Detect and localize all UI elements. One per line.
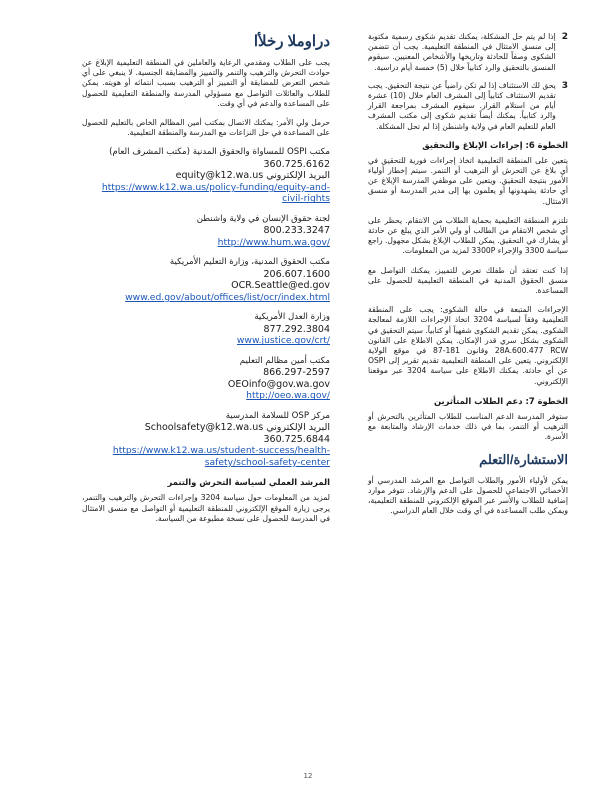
numbered-item-2 <box>368 32 568 73</box>
item-number: 3 <box>561 80 568 91</box>
counsel-heading: الاستشارة/التعلم <box>479 451 568 467</box>
section-6-paragraph-1: يتعين على المنطقة التعليمية اتخاذ إجراءات فورية للتحقيق في أي بلاغ عن التحرش أو الترهيب أو التنمر. سيتم إخطار أولياء الأمور بنتيجة التحقيق. ويتعين على موظفي المدرسة الإبلاغ عن أي حادثة يشهدونها أو يعلمون بها إلى مدير المدرسة أو منسق الامتثال. <box>368 155 568 206</box>
guide-paragraph: لمزيد من المعلومات حول سياسة 3204 وإجراءات التحرش والترهيب والتنمر، يرجى زيارة الموقع الإلكتروني للمنطقة التعليمية أو التواصل مع منسق الامتثال في المدرسة للحصول على نسخة مطبوعة من السياسة. <box>82 493 330 523</box>
contact-phone: 800.233.3247 <box>263 225 330 237</box>
contact-block-justice <box>82 312 330 347</box>
section-7-paragraph: ستوفر المدرسة الدعم المناسب للطلاب المتأثرين بالتحرش أو الترهيب أو التنمر، بما في ذلك خدمات الإرشاد والمتابعة مع الأسرة. <box>368 411 568 442</box>
contact-link[interactable]: www.ed.gov/about/offices/list/ocr/index.html <box>125 291 330 303</box>
contact-phone: 877.292.3804 <box>263 323 330 335</box>
section-7-title: الخطوة 7: دعم الطلاب المتأثرين <box>433 395 568 406</box>
contact-email[interactable]: OCR.Seattle@ed.gov <box>231 280 330 292</box>
contact-link[interactable]: https://www.k12.wa.us/policy-funding/equity-and-civil-rights <box>101 181 330 205</box>
section-6-paragraph-2: تلتزم المنطقة التعليمية بحماية الطلاب من الانتقام. يحظر على أي شخص الانتقام من الطالب أو ولي الأمر الذي يبلغ عن حادثة أو يشارك في التحقيق. يمكن للطلاب الإبلاغ بشكل مجهول. راجع سياسة 3300 والإجراء 3300P لمزيد من المعلومات. <box>368 215 568 256</box>
guide-subheading: المرشد العملي لسياسة التحرش والتنمر <box>167 477 330 488</box>
intro-paragraph-2: حرمل ولي الأمر: يمكنك الاتصال بمكتب أمين المظالم الخاص بالتعليم للحصول على المساعدة في حل النزاعات مع المدرسة والمنطقة التعليمية. <box>82 118 330 138</box>
contact-phone: 360.725.6162 <box>263 158 330 170</box>
left-column <box>82 32 330 533</box>
contact-phone: 206.607.1600 <box>263 268 330 280</box>
contact-email[interactable]: OEOinfo@gov.wa.gov <box>227 378 330 390</box>
contact-block-school-safety <box>82 411 330 469</box>
contact-phone: 360.725.6844 <box>263 433 330 445</box>
contact-email[interactable]: Schoolsafety@k12.wa.us البريد الإلكتروني <box>144 422 330 434</box>
section-6-paragraph-4: الإجراءات المتبعة في حالة الشكوى: يجب على المنطقة التعليمية وفقاً لسياسة 3204 اتخاذ الإجراءات اللازمة لمعالجة الشكوى. يمكن تقديم الشكوى شفهياً أو كتابياً. سيتم التحقيق في الشكوى بشكل سري قدر الإمكان. يمكن الاطلاع على القانون 28A.600.477 RCW وقانون 181-87 في موقع الولاية الإلكتروني. يتعين على المنطقة التعليمية تقديم تقرير إلى OSPI عن أي حادثة. يمكنك الاطلاع على سياسة 3204 عبر موقعنا الإلكتروني. <box>368 305 568 386</box>
contact-block-oeo <box>82 356 330 402</box>
counsel-paragraph: يمكن لأولياء الأمور والطلاب التواصل مع المرشد المدرسي أو الأخصائي الاجتماعي للحصول على الدعم والإرشاد. تتوفر موارد إضافية للطلاب والأسر عبر الموقع الإلكتروني للمنطقة التعليمية، ويمكن طلب المساعدة في أي وقت خلال العام الدراسي. <box>368 475 568 516</box>
contact-label: مركز OSP للسلامة المدرسية <box>225 410 330 421</box>
contact-label: مكتب OSPI للمساواة والحقوق المدنية (مكتب المشرف العام) <box>109 147 330 158</box>
page-number: 12 <box>303 772 313 780</box>
contact-label: وزارة العدل الأمريكية <box>254 312 330 323</box>
intro-paragraph: يجب على الطلاب ومقدمي الرعاية والعاملين في المنطقة التعليمية الإبلاغ عن حوادث التحرش والترهيب والتنمر والتمييز والمضايقة الجنسية. لا ينبغي على أي شخص التعرض للمضايقة أو التمييز أو الترهيب بسبب انتمائه أو هويته. يمكن للطلاب والعائلات التواصل مع مسؤولي المدرسة والمنطقة التعليمية للحصول على المساعدة والدعم في أي وقت. <box>82 58 330 108</box>
contact-email[interactable]: equity@k12.wa.us البريد الإلكتروني <box>175 170 330 182</box>
contact-link[interactable]: www.justice.gov/crt/ <box>236 335 330 347</box>
contact-phone: 866.297-2597 <box>263 367 330 379</box>
contact-block-human-rights <box>82 214 330 249</box>
contact-label: لجنة حقوق الإنسان في ولاية واشنطن <box>196 213 330 224</box>
right-column <box>368 32 568 525</box>
item-number: 2 <box>561 32 568 42</box>
contact-link[interactable]: http://oeo.wa.gov/ <box>246 390 330 402</box>
numbered-item-3 <box>368 81 568 132</box>
left-column-heading: دراوملا رخلأا <box>253 33 330 50</box>
contact-block-ocr <box>82 257 330 303</box>
contact-block-ospi <box>82 147 330 205</box>
contact-link[interactable]: http://www.hum.wa.gov/ <box>217 236 330 248</box>
contact-link[interactable]: https://www.k12.wa.us/student-success/health-safety/school-safety-center <box>112 445 330 468</box>
contact-label: مكتب أمين مظالم التعليم <box>239 355 330 366</box>
item-text: إذا لم يتم حل المشكلة، يمكنك تقديم شكوى رسمية مكتوبة إلى منسق الامتثال في المنطقة التعليمية. يجب أن تتضمن الشكوى وصفاً للحادثة وتاريخها والأشخاص المعنيين. سيقوم المنسق بالتحقيق والرد كتابياً خلال (5) خمسة أيام دراسية. <box>368 32 556 72</box>
item-text: يحق لك الاستئناف إذا لم تكن راضياً عن نتيجة التحقيق. يجب تقديم الاستئناف كتابياً إلى المشرف العام خلال (10) عشرة أيام من استلام القرار. سيقوم المشرف بمراجعة القرار والرد كتابياً. يمكنك أيضاً تقديم شكوى إلى مكتب المشرف العام للتعليم العام في ولاية واشنطن إذا لم تحل المشكلة. <box>368 80 556 131</box>
section-6-title: الخطوة 6: إجراءات الإبلاغ والتحقيق <box>422 139 568 150</box>
section-6-paragraph-3: إذا كنت تعتقد أن طفلك تعرض للتمييز، يمكنك التواصل مع منسق الحقوق المدنية في المنطقة التعليمية للحصول على المساعدة. <box>368 265 568 296</box>
contact-label: مكتب الحقوق المدنية، وزارة التعليم الأمريكية <box>169 257 330 268</box>
